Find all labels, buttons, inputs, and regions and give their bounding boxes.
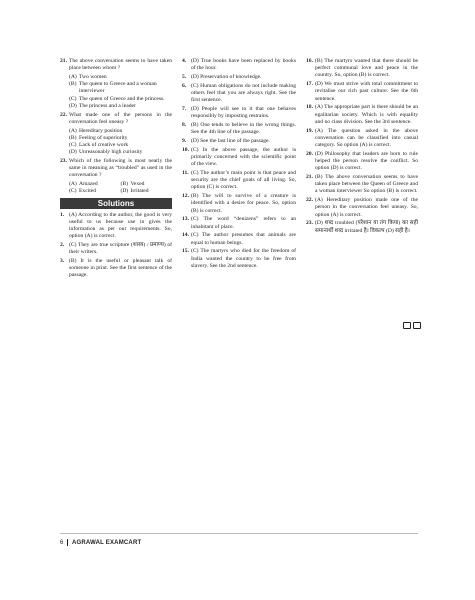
book-icon-pair	[403, 322, 421, 329]
solution-text: (C) The author’s main point is that peace and security are the chief goals of all living. So, option (C) is correct.	[191, 170, 296, 191]
solution-20	[306, 151, 418, 173]
solution-12	[182, 193, 296, 215]
question-text: Which of the following is most nearly the same in meaning as “troubled” as used in the conversation ?	[69, 158, 172, 179]
solution-text: (D) Philosophy that leaders are born to rule helped the person resolve the conflict. So option (D) is correct.	[315, 150, 418, 172]
column-left	[60, 58, 172, 281]
solution-9	[182, 138, 296, 145]
option-text: Amazed	[79, 181, 98, 188]
option-text: The queen of Greece and the princess.	[79, 95, 165, 102]
solution-text: (D) We must strive with total commitment to revitalise our rich past culture. See the 6th sentence.	[315, 81, 418, 102]
solution-text: (B) It is the useful or pleasant talk of someone in print. See the first sentence of the passage.	[69, 258, 172, 279]
solution-number: 21.	[306, 174, 313, 181]
solution-text: (A) Hereditary position made one of the person in the conversation feel uneasy. So, option (A) is correct.	[315, 197, 418, 218]
option-text: Feeling of superiority	[79, 134, 128, 141]
option-text: The princess and a leader	[79, 102, 136, 109]
solution-number: 4.	[182, 58, 187, 64]
option-label: (C)	[69, 188, 77, 195]
option-text: Lack of creative work	[79, 142, 129, 149]
solution-17	[306, 81, 418, 103]
option-label: (B)	[120, 181, 128, 188]
solution-5	[182, 74, 296, 81]
solution-number: 9.	[182, 138, 187, 144]
option-label: (C)	[69, 142, 77, 149]
solution-16	[306, 58, 418, 80]
option-label: (C)	[69, 95, 77, 102]
solution-8	[182, 122, 296, 136]
option-label: (D)	[120, 188, 129, 195]
question-number: 21.	[60, 58, 67, 64]
solution-4	[182, 58, 296, 72]
solution-number: 8.	[182, 122, 187, 128]
option-text: Two women	[79, 74, 107, 80]
option-text: The queen to Greece and a woman interviewer	[79, 81, 157, 95]
brand-name: AGRAWAL EXAMCART	[71, 539, 142, 546]
solution-19	[306, 128, 418, 150]
solution-text: (C) The author presumes that animals are equal to human beings.	[191, 232, 296, 246]
solution-number: 12.	[182, 193, 189, 200]
question-text: The above conversation seems to have taken place between whom ?	[69, 58, 172, 72]
solution-number: 16.	[306, 58, 313, 64]
solution-text: (C) In the above passage, the author is primarily concerned with the scientific point of the view.	[191, 146, 296, 168]
footer-separator	[67, 539, 68, 546]
solution-text: (A) According to the author, the good is very useful to us because use in gives the information as per our requirements. So, option (A) is correct.	[69, 211, 172, 240]
solution-number: 6.	[182, 82, 187, 89]
solution-10	[182, 147, 296, 169]
solution-6	[182, 83, 296, 105]
solution-number: 15.	[182, 248, 189, 255]
solution-number: 13.	[182, 216, 189, 223]
solution-number: 14.	[182, 232, 189, 239]
question-21	[60, 58, 172, 110]
option-label: (A)	[69, 74, 77, 80]
solution-number: 2.	[60, 242, 65, 249]
solution-18	[306, 104, 418, 126]
solution-text: (C) They are true scripture (शास्त्र) / प्रमाण्य) of their writers.	[69, 242, 172, 256]
question-23	[60, 158, 172, 196]
solution-14	[182, 232, 296, 246]
solution-text: (B) One tends to believe in the wrong things. See the 4th line of the passage.	[191, 122, 296, 136]
solution-text: (A) The question asked in the above conversation can be classified into casual category. So option (A) is correct.	[315, 127, 418, 149]
option-label: (A)	[69, 181, 77, 188]
book-icon	[413, 322, 421, 329]
solution-number: 20.	[306, 150, 313, 157]
solution-number: 22.	[306, 197, 313, 204]
solution-number: 11.	[182, 170, 189, 176]
solution-text: (D) शब्द troubled (परेशान या तंग किया) का सही समानार्थी शब्द irritated है। विकल्प (D) सही है।	[315, 220, 418, 234]
solution-text: (B) The will to survive of a creature is identified with a desire for peace. So, option (B) is correct.	[191, 193, 296, 214]
option-text: Irritated	[130, 188, 149, 195]
solution-number: 5.	[182, 74, 187, 80]
column-middle	[182, 58, 296, 272]
question-22	[60, 112, 172, 157]
option-label: (D)	[69, 102, 77, 109]
solution-text: (C) The martyrs who died for the freedom of India wanted the country to be free from slavery. See the 2nd sentence.	[191, 248, 296, 269]
question-number: 22.	[60, 111, 67, 118]
option-label: (A)	[69, 127, 77, 134]
solution-7	[182, 106, 296, 120]
solution-1	[60, 212, 172, 241]
solution-number: 19.	[306, 127, 313, 134]
option-text: Unreasonably high curiosity	[79, 149, 143, 156]
solution-text: (D) True books have been replaced by books of the hour.	[191, 58, 296, 72]
solution-number: 10.	[182, 146, 189, 153]
column-right	[306, 58, 418, 236]
question-text: What made one of the persons in the conversation feel uneasy ?	[69, 111, 172, 125]
solution-text: (D) See the last line of the passage.	[191, 138, 270, 144]
solution-text: (D) People will see to it that one behaves responsibly by imposting restrains.	[191, 106, 296, 120]
solution-number: 17.	[306, 81, 313, 88]
page-number: 6	[60, 539, 64, 546]
solution-text: (C) Human obligations do not include making others feel that you are always right. See the first sentence.	[191, 82, 296, 104]
solution-text: (D) Preservation of knowledge.	[191, 74, 262, 80]
solution-number: 1.	[60, 211, 65, 218]
option-label: (B)	[69, 134, 77, 141]
page-footer	[60, 539, 141, 546]
option-label: (B)	[69, 81, 77, 88]
option-text: Excited	[79, 188, 97, 195]
solution-11	[182, 170, 296, 192]
solution-text: (B) The above conversation seems to have taken place between the Queen of Greece and a woman interviewer So option (B) is correct.	[315, 174, 418, 195]
option-label: (D)	[69, 149, 77, 156]
solution-23	[306, 220, 418, 234]
solution-21	[306, 174, 418, 196]
question-number: 23.	[60, 158, 67, 165]
solution-number: 23.	[306, 220, 313, 227]
solution-2	[60, 242, 172, 256]
solution-13	[182, 216, 296, 230]
solution-number: 7.	[182, 106, 187, 112]
option-text: Hereditary position	[79, 127, 123, 134]
solution-15	[182, 248, 296, 270]
solution-text: (A) The appropriate part is there should be an egalitarian society. Which is with equality and no class division. See the 3rd sentence.	[315, 104, 418, 125]
solution-3	[60, 258, 172, 280]
solution-text: (B) The martyrs wanted that there should be perfect communal love and peace in the country. So, option (B) is correct.	[315, 58, 418, 79]
solution-number: 18.	[306, 104, 313, 111]
solution-number: 3.	[60, 258, 65, 265]
option-text: Vexed	[130, 181, 145, 188]
solution-text: (C) The word “denizens” refers to an inhabitant of place.	[191, 216, 296, 230]
solution-22	[306, 197, 418, 219]
book-icon	[403, 322, 411, 329]
solutions-heading: Solutions	[60, 198, 172, 209]
